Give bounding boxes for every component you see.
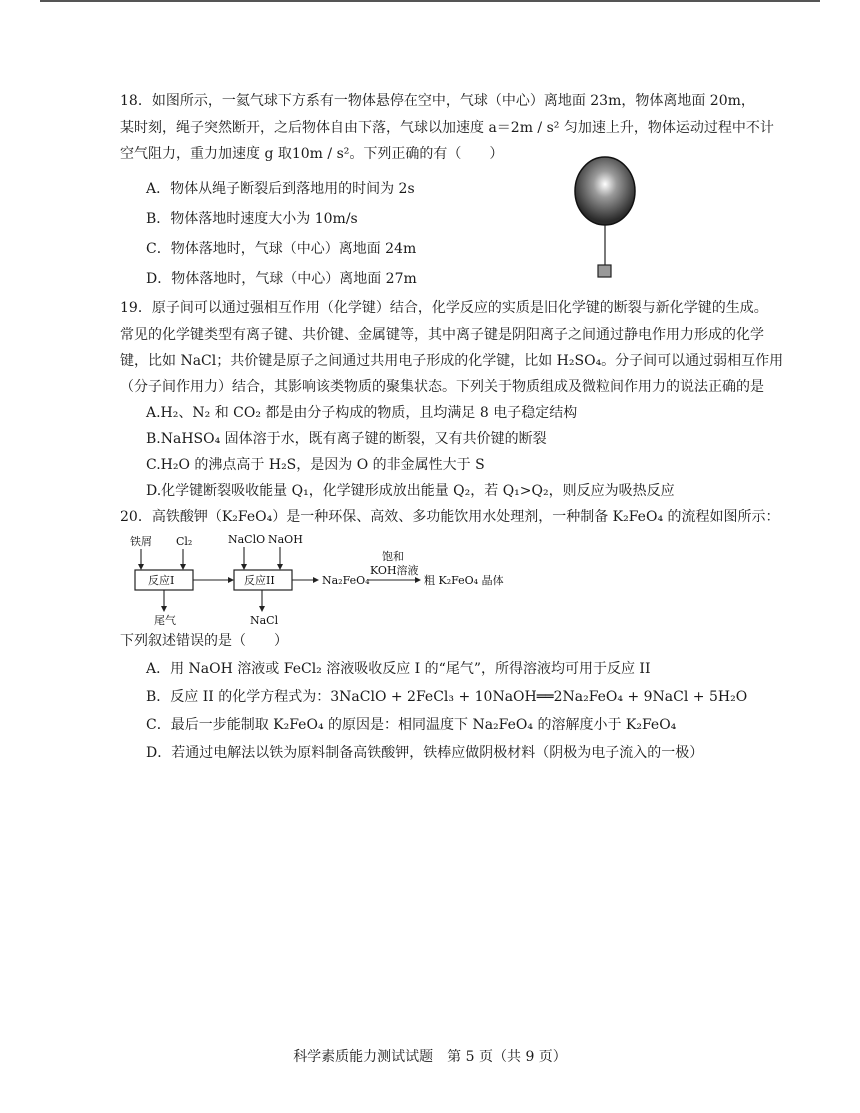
- arrow-label-koh: KOH溶液: [370, 564, 419, 577]
- arrowhead-box2-product: [313, 577, 319, 583]
- q20-option-c: C．最后一步能制取 K₂FeO₄ 的原因是：相同温度下 Na₂FeO₄ 的溶解度小于 K₂FeO₄: [146, 717, 677, 733]
- q19-option-a: A.H₂、N₂ 和 CO₂ 都是由分子构成的物质，且均满足 8 电子稳定结构: [146, 405, 578, 421]
- product-na2feo4: Na₂FeO₄: [322, 574, 370, 587]
- arrowhead-box1-box2: [228, 577, 234, 583]
- q18-option-c: C．物体落地时，气球（中心）离地面 24m: [146, 241, 417, 257]
- reaction-1-label: 反应I: [148, 574, 175, 587]
- arrowhead-final: [415, 577, 421, 583]
- arrowhead-iron: [138, 564, 144, 570]
- q19-line3: 键，比如 NaCl；共价键是原子之间通过共用电子形成的化学键，比如 H₂SO₄。分子间可以通过弱相互作用: [120, 353, 784, 369]
- q18-line1: 18．如图所示，一氦气球下方系有一物体悬停在空中，气球（中心）离地面 23m，物体离地面 20m，: [120, 93, 755, 109]
- arrow-label-saturated: 饱和: [382, 550, 404, 563]
- q18-option-b: B．物体落地时速度大小为 10m/s: [146, 211, 358, 227]
- output-tail-gas: 尾气: [154, 614, 176, 627]
- page-footer: 科学素质能力测试试题 第 5 页（共 9 页）: [293, 1049, 567, 1065]
- q20-line1: 20．高铁酸钾（K₂FeO₄）是一种环保、高效、多功能饮用水处理剂，一种制备 K₂FeO₄ 的流程如图所示：: [120, 509, 780, 525]
- q19-line2: 常见的化学键类型有离子键、共价键、金属键等，其中离子键是阴阳离子之间通过静电作用力形成的化学: [120, 327, 764, 343]
- arrowhead-nacl: [259, 606, 265, 612]
- arrowhead-tail-gas: [161, 606, 167, 612]
- q18-line3: 空气阻力，重力加速度 g 取10m / s²。下列正确的有（ ）: [120, 146, 504, 162]
- q19-option-b: B.NaHSO₄ 固体溶于水，既有离子键的断裂，又有共价键的断裂: [146, 431, 547, 447]
- q19-line1: 19．原子间可以通过强相互作用（化学键）结合，化学反应的实质是旧化学键的断裂与新化学键的生成。: [120, 300, 768, 316]
- final-product: 粗 K₂FeO₄ 晶体: [424, 574, 504, 587]
- input-naoh: NaOH: [268, 533, 303, 546]
- q18-option-d: D．物体落地时，气球（中心）离地面 27m: [146, 271, 417, 287]
- q18-line2: 某时刻，绳子突然断开，之后物体自由下落，气球以加速度 a＝2m / s² 匀加速上升，物体运动过程中不计: [120, 120, 774, 136]
- q19-option-c: C.H₂O 的沸点高于 H₂S，是因为 O 的非金属性大于 S: [146, 457, 485, 473]
- arrowhead-chlorine: [180, 564, 186, 570]
- q20-option-d: D．若通过电解法以铁为原料制备高铁酸钾，铁棒应做阴极材料（阴极为电子流入的一极）: [146, 745, 704, 761]
- q18-option-a: A．物体从绳子断裂后到落地用的时间为 2s: [146, 181, 415, 197]
- arrowhead-naclo: [241, 564, 247, 570]
- process-flowchart: [120, 530, 540, 630]
- reaction-2-label: 反应II: [244, 574, 275, 587]
- hanging-object: [598, 265, 611, 277]
- q20-stem: 下列叙述错误的是（ ）: [120, 633, 288, 649]
- arrowhead-naoh: [277, 564, 283, 570]
- q20-option-a: A．用 NaOH 溶液或 FeCl₂ 溶液吸收反应 I 的“尾气”，所得溶液均可用于反应 II: [146, 661, 651, 677]
- input-chlorine: Cl₂: [176, 535, 193, 548]
- q19-option-d: D.化学键断裂吸收能量 Q₁，化学键形成放出能量 Q₂，若 Q₁>Q₂，则反应为吸热反应: [146, 483, 675, 499]
- balloon-shape: [575, 157, 635, 225]
- balloon-figure: [570, 155, 640, 285]
- output-nacl: NaCl: [250, 614, 279, 627]
- input-iron-filings: 铁屑: [130, 535, 152, 548]
- q20-option-b: B．反应 II 的化学方程式为：3NaClO + 2FeCl₃ + 10NaOH══2Na₂FeO₄ + 9NaCl + 5H₂O: [146, 689, 748, 705]
- input-naclo: NaClO: [228, 533, 266, 546]
- top-border: [40, 0, 820, 2]
- q19-line4: （分子间作用力）结合，其影响该类物质的聚集状态。下列关于物质组成及微粒间作用力的说法正确的是: [120, 379, 764, 395]
